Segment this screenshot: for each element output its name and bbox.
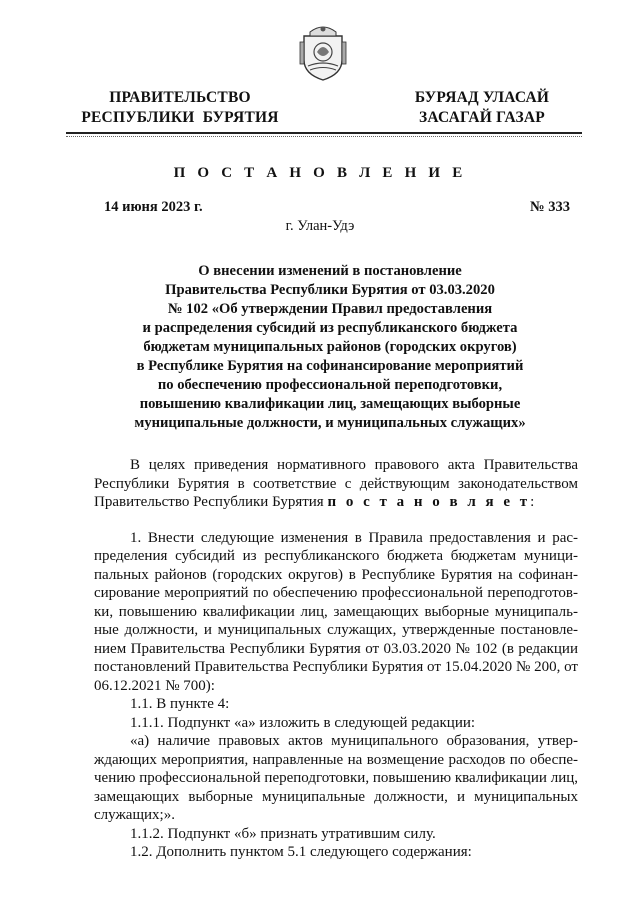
title-line: № 102 «Об утверждении Правил предоставления [167, 301, 493, 317]
decree-word: п о с т а н о в л я е т [327, 494, 531, 510]
document-body [94, 456, 578, 862]
header-left-line-1: ПРАВИТЕЛЬСТВО [109, 89, 251, 106]
body-line: В целях приведения нормативного правового акта Правительства [130, 457, 578, 473]
body-line: ные должности, и муниципальных служащих, утвержденные постановле- [94, 622, 578, 638]
header-separator-dotted [66, 136, 582, 137]
government-name-buryat [382, 88, 582, 128]
quote-line: чению профессиональной переподготовки, повышению квалификации лиц, [94, 770, 578, 786]
body-line: пальных районов (городских округов) в Республике Бурятия на софинан- [94, 566, 578, 583]
title-line: бюджетам муниципальных районов (городских округов) [143, 339, 517, 355]
quote-line: служащих;». [94, 807, 175, 823]
title-line: и распределения субсидий из республиканского бюджета [142, 320, 518, 336]
title-line: в Республике Бурятия на софинансирование мероприятий [136, 358, 524, 374]
title-line: Правительства Республики Бурятия от 03.03.2020 [165, 282, 495, 298]
title-line: муниципальные должности, и муниципальных служащих» [134, 415, 526, 431]
document-type: П О С Т А Н О В Л Е Н И Е [173, 165, 467, 181]
body-line: Республики Бурятия в соответствие с действующим законодательством [94, 475, 578, 492]
title-line: по обеспечению профессиональной переподготовки, [157, 377, 503, 393]
subpoint-1-2: 1.2. Дополнить пунктом 5.1 следующего содержания: [130, 844, 472, 860]
body-line: сирование мероприятий по обеспечению профессиональной переподготов- [94, 585, 578, 601]
quote-line: замещающих выборные муниципальные должности, и муниципальных [94, 788, 578, 805]
title-line: повышению квалификации лиц, замещающих выборные [139, 396, 521, 412]
body-line: пределения субсидий из республиканского бюджета бюджетам муници- [94, 548, 578, 564]
header-separator [66, 132, 582, 134]
body-line: ки, повышению квалификации лиц, замещающих выборные муниципаль- [94, 603, 578, 620]
subpoint-1-1-1: 1.1.1. Подпункт «а» изложить в следующей редакции: [130, 714, 476, 731]
intro-last-text: Правительство Республики Бурятия [94, 494, 328, 510]
body-line: 06.12.2021 № 700): [94, 677, 215, 694]
body-line: 1. Внести следующие изменения в Правила предоставления и рас- [130, 529, 578, 546]
quote-line: ждающих мероприятия, направленные на возмещение расходов по обеспе- [94, 751, 578, 768]
document-number: № 333 [530, 199, 570, 215]
document-date: 14 июня 2023 г. [104, 199, 203, 215]
header-left-line-2: РЕСПУБЛИКИ БУРЯТИЯ [81, 109, 279, 126]
document-title [120, 262, 540, 433]
document-city: г. Улан-Удэ [285, 218, 355, 234]
subpoint-1-1-2: 1.1.2. Подпункт «б» признать утратившим силу. [130, 825, 436, 842]
title-line: О внесении изменений в постановление [198, 263, 462, 279]
subpoint-1-1: 1.1. В пункте 4: [130, 696, 230, 712]
intro-end: : [530, 494, 535, 510]
body-line: нием Правительства Республики Бурятия от 03.03.2020 № 102 (в редакции [94, 640, 578, 657]
quote-line: «а) наличие правовых актов муниципального образования, утвер- [130, 733, 578, 749]
body-line: постановлений Правительства Республики Бурятия от 15.04.2020 № 200, от [94, 659, 578, 675]
body-line-decree [94, 493, 578, 512]
coat-of-arms-emblem [298, 22, 348, 82]
header-right-line-1: БУРЯАД УЛАСАЙ [414, 89, 550, 106]
header-right-line-2: ЗАСАГАЙ ГАЗАР [419, 109, 545, 126]
government-name-russian [70, 88, 290, 128]
